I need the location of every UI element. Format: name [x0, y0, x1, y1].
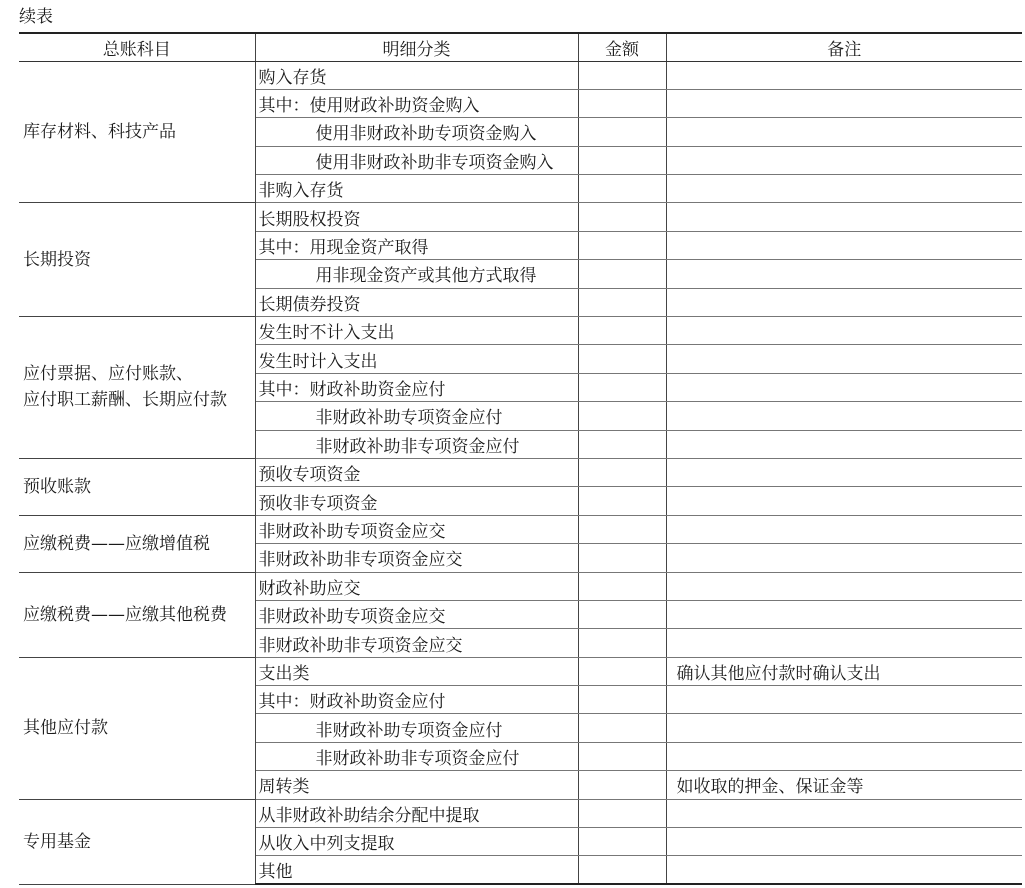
account-cell: [19, 458, 255, 515]
account-cell: [19, 799, 255, 884]
amount-cell: [578, 828, 666, 856]
note-cell: [666, 231, 1022, 259]
note-cell: [666, 61, 1022, 89]
detail-cell: 其他: [255, 856, 578, 884]
detail-cell: 非财政补助非专项资金应交: [255, 629, 578, 657]
detail-cell: 非财政补助专项资金应交: [255, 600, 578, 628]
header-amount: 金额: [578, 33, 666, 61]
detail-cell: 非财政补助专项资金应付: [255, 714, 578, 742]
header-account: 总账科目: [19, 33, 255, 61]
note-cell: [666, 714, 1022, 742]
note-cell: [666, 373, 1022, 401]
detail-cell: 其中：财政补助资金应付: [255, 373, 578, 401]
account-cell: [19, 572, 255, 657]
detail-cell: 非财政补助非专项资金应付: [255, 430, 578, 458]
amount-cell: [578, 856, 666, 884]
note-cell: [666, 487, 1022, 515]
account-label: 预收账款: [23, 476, 91, 497]
amount-cell: [578, 600, 666, 628]
detail-cell: 使用非财政补助非专项资金购入: [255, 146, 578, 174]
amount-cell: [578, 317, 666, 345]
amount-cell: [578, 458, 666, 486]
account-label: 长期投资: [23, 249, 91, 270]
amount-cell: [578, 118, 666, 146]
account-cell: [19, 203, 255, 317]
note-cell: [666, 146, 1022, 174]
amount-cell: [578, 657, 666, 685]
amount-cell: [578, 771, 666, 799]
detail-cell: 非财政补助专项资金应交: [255, 515, 578, 543]
note-cell: [666, 799, 1022, 827]
detail-cell: 周转类: [255, 771, 578, 799]
table-row: [19, 515, 1022, 543]
table-row: [19, 317, 1022, 345]
header-detail: 明细分类: [255, 33, 578, 61]
note-cell: [666, 402, 1022, 430]
ledger-body: [19, 61, 1022, 884]
amount-cell: [578, 373, 666, 401]
detail-cell: 财政补助应交: [255, 572, 578, 600]
account-cell: [19, 657, 255, 799]
table-row: [19, 657, 1022, 685]
detail-cell: 预收专项资金: [255, 458, 578, 486]
detail-cell: 购入存货: [255, 61, 578, 89]
detail-cell: 其中：用现金资产取得: [255, 231, 578, 259]
detail-cell: 支出类: [255, 657, 578, 685]
amount-cell: [578, 146, 666, 174]
note-cell: [666, 856, 1022, 884]
account-label: 其他应付款: [23, 718, 108, 739]
detail-cell: 非财政补助非专项资金应付: [255, 742, 578, 770]
amount-cell: [578, 629, 666, 657]
detail-cell: 从非财政补助结余分配中提取: [255, 799, 578, 827]
note-cell: 确认其他应付款时确认支出: [666, 657, 1022, 685]
amount-cell: [578, 686, 666, 714]
detail-cell: 用非现金资产或其他方式取得: [255, 260, 578, 288]
table-row: [19, 61, 1022, 89]
note-cell: [666, 317, 1022, 345]
amount-cell: [578, 515, 666, 543]
note-cell: [666, 686, 1022, 714]
detail-cell: 非财政补助专项资金应付: [255, 402, 578, 430]
note-cell: [666, 742, 1022, 770]
amount-cell: [578, 402, 666, 430]
table-row: [19, 799, 1022, 827]
amount-cell: [578, 61, 666, 89]
detail-cell: 长期债券投资: [255, 288, 578, 316]
ledger-table: [19, 32, 1022, 885]
amount-cell: [578, 742, 666, 770]
note-cell: [666, 828, 1022, 856]
account-cell: [19, 317, 255, 459]
account-cell: [19, 515, 255, 572]
note-cell: 如收取的押金、保证金等: [666, 771, 1022, 799]
note-cell: [666, 600, 1022, 628]
note-cell: [666, 260, 1022, 288]
note-cell: [666, 118, 1022, 146]
amount-cell: [578, 799, 666, 827]
amount-cell: [578, 260, 666, 288]
detail-cell: 发生时不计入支出: [255, 317, 578, 345]
note-cell: [666, 629, 1022, 657]
table-row: [19, 203, 1022, 231]
account-label: 专用基金: [23, 831, 91, 852]
table-caption: 续表: [19, 7, 53, 27]
account-label: 应付票据、应付账款、: [23, 364, 193, 385]
note-cell: [666, 430, 1022, 458]
detail-cell: 非购入存货: [255, 175, 578, 203]
amount-cell: [578, 714, 666, 742]
account-cell: [19, 61, 255, 203]
note-cell: [666, 203, 1022, 231]
amount-cell: [578, 345, 666, 373]
amount-cell: [578, 430, 666, 458]
detail-cell: 其中：财政补助资金应付: [255, 686, 578, 714]
amount-cell: [578, 487, 666, 515]
table-row: [19, 572, 1022, 600]
detail-cell: 长期股权投资: [255, 203, 578, 231]
amount-cell: [578, 544, 666, 572]
account-label: 应付职工薪酬、长期应付款: [23, 390, 227, 411]
detail-cell: 发生时计入支出: [255, 345, 578, 373]
account-label: 应缴税费——应缴其他税费: [23, 604, 227, 625]
header-row: [19, 33, 1022, 61]
amount-cell: [578, 288, 666, 316]
detail-cell: 非财政补助非专项资金应交: [255, 544, 578, 572]
note-cell: [666, 515, 1022, 543]
account-label: 应缴税费——应缴增值税: [23, 533, 210, 554]
note-cell: [666, 458, 1022, 486]
note-cell: [666, 89, 1022, 117]
detail-cell: 其中：使用财政补助资金购入: [255, 89, 578, 117]
account-label: 库存材料、科技产品: [23, 121, 176, 142]
amount-cell: [578, 89, 666, 117]
note-cell: [666, 175, 1022, 203]
amount-cell: [578, 572, 666, 600]
note-cell: [666, 544, 1022, 572]
note-cell: [666, 288, 1022, 316]
note-cell: [666, 572, 1022, 600]
table-row: [19, 458, 1022, 486]
detail-cell: 预收非专项资金: [255, 487, 578, 515]
header-note: 备注: [666, 33, 1022, 61]
amount-cell: [578, 231, 666, 259]
detail-cell: 从收入中列支提取: [255, 828, 578, 856]
amount-cell: [578, 175, 666, 203]
note-cell: [666, 345, 1022, 373]
detail-cell: 使用非财政补助专项资金购入: [255, 118, 578, 146]
amount-cell: [578, 203, 666, 231]
